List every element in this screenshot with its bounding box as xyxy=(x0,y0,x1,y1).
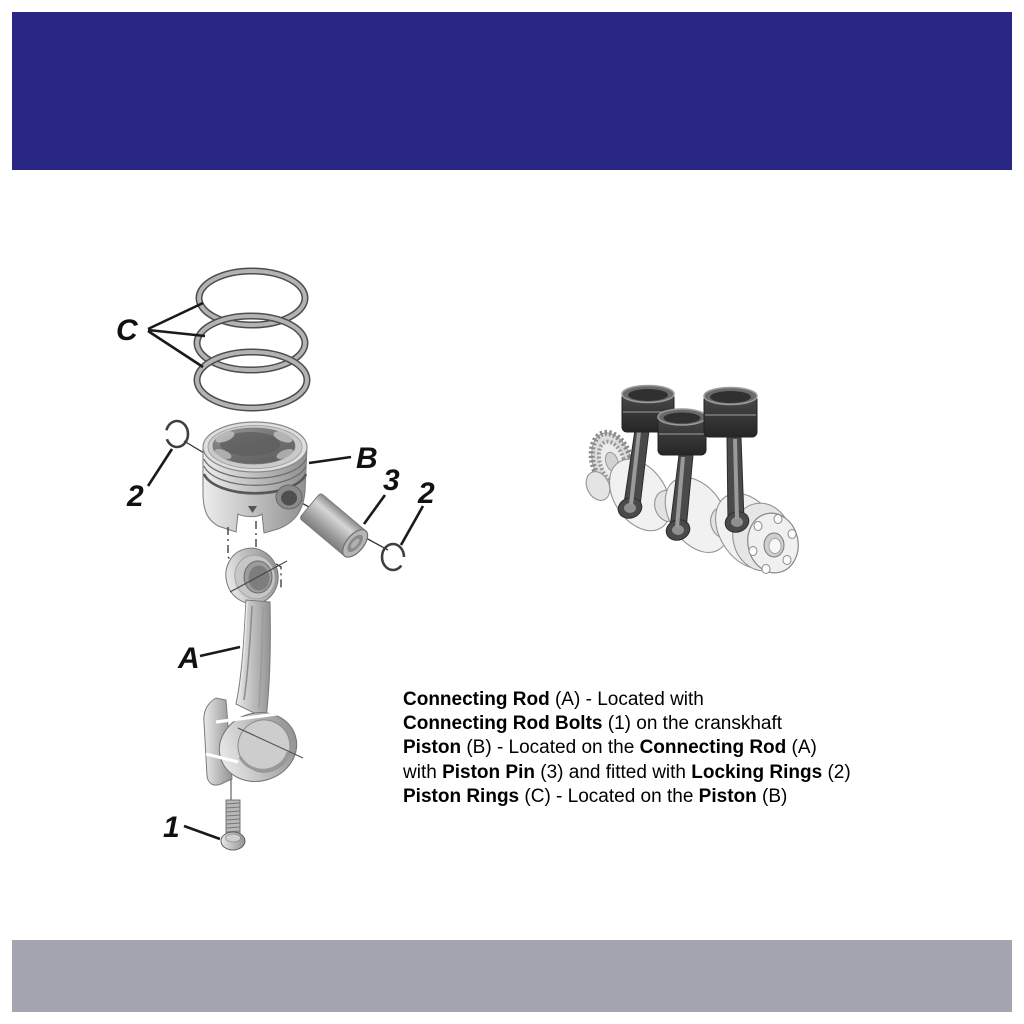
label-piston-rings xyxy=(116,303,205,367)
piston-label: B xyxy=(356,442,378,475)
locking-ring-left-illustration xyxy=(166,421,188,447)
piston-illustration xyxy=(203,422,307,533)
label-bolt xyxy=(163,811,220,844)
locking-ring-right-label: 2 xyxy=(418,477,435,510)
piston-rings-illustration xyxy=(197,271,307,408)
bolt-label: 1 xyxy=(163,811,180,844)
label-piston xyxy=(309,442,378,475)
connecting-rod-illustration xyxy=(204,542,305,790)
description-line: Connecting Rod (A) - Located with xyxy=(403,689,704,710)
connecting-rod-label: A xyxy=(178,642,200,675)
description-line: Connecting Rod Bolts (1) on the cranskhaft xyxy=(403,713,783,735)
label-connecting-rod xyxy=(177,642,240,675)
locking-ring-right-illustration xyxy=(382,544,404,570)
description-line: Piston (B) - Located on the Connecting Rod (A) xyxy=(403,737,817,759)
label-locking-ring-right xyxy=(401,477,435,545)
description-line: Piston Rings (C) - Located on the Piston (B) xyxy=(403,785,788,807)
piston-rings-label: C xyxy=(116,314,138,347)
crankshaft-assembly-image xyxy=(582,386,804,581)
parts-description xyxy=(403,688,903,809)
connecting-rod-bolt-illustration xyxy=(221,779,245,850)
locking-ring-left-label: 2 xyxy=(127,480,144,513)
piston-pin-illustration xyxy=(299,493,372,562)
description-line: with Piston Pin (3) and fitted with Locking Rings (2) xyxy=(403,761,851,783)
piston-pin-label: 3 xyxy=(383,464,400,497)
label-locking-ring-left xyxy=(126,449,172,513)
